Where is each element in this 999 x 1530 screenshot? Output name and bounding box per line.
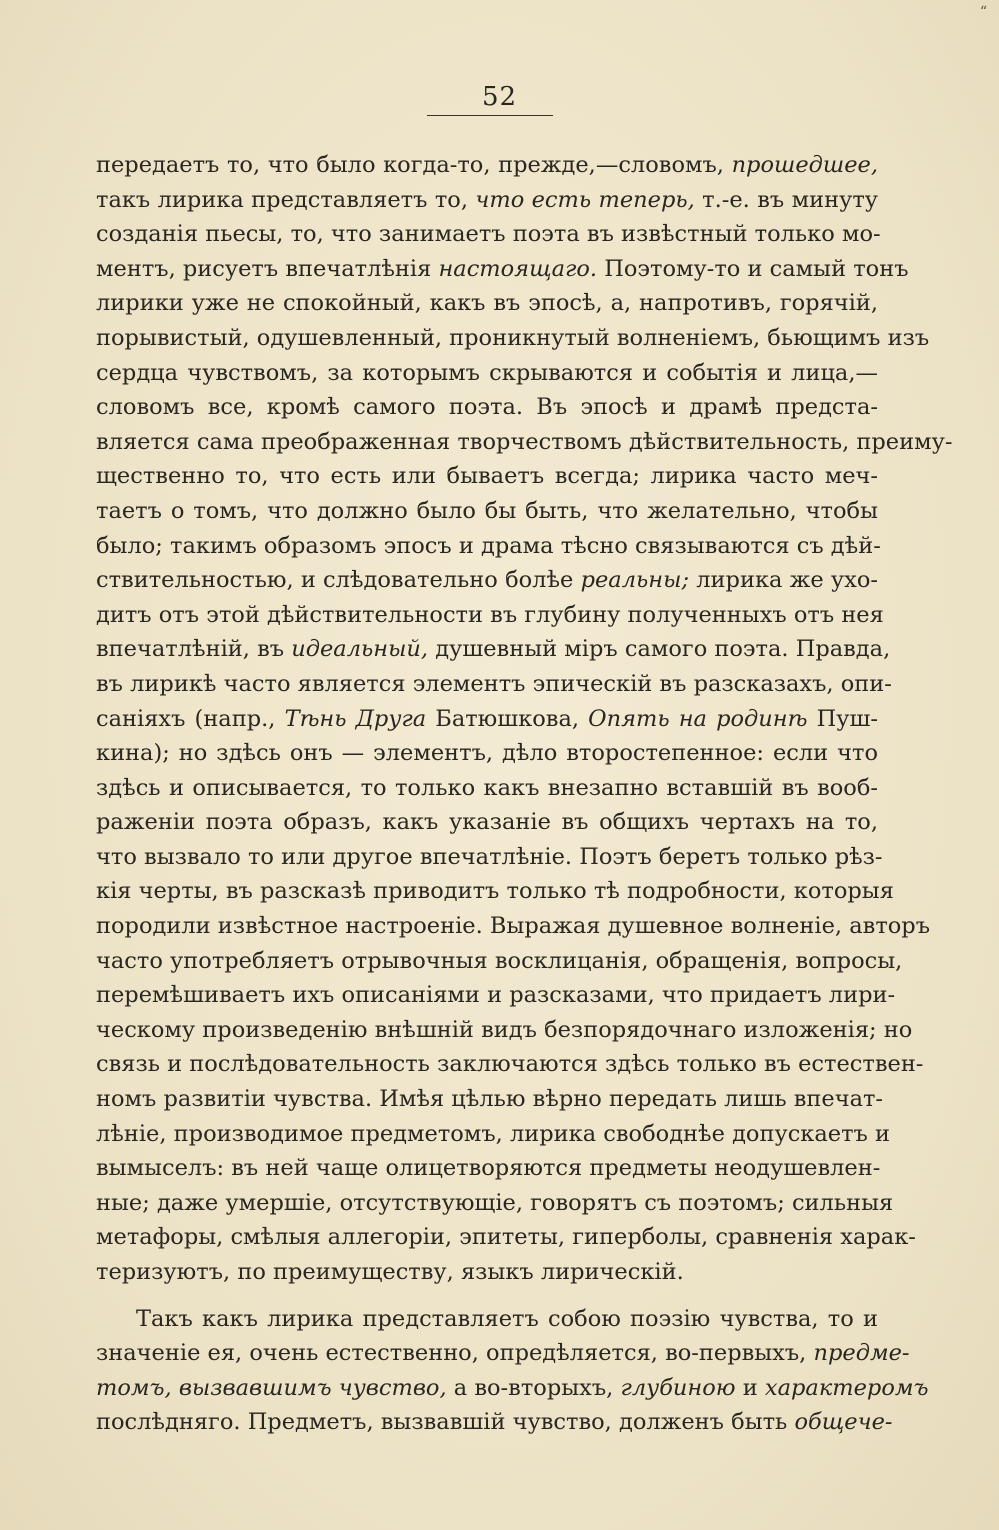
text-segment: ствительностью, и слѣдовательно болѣе [96,567,581,594]
text-segment: а во-вторыхъ, [446,1374,621,1401]
text-line [96,840,883,875]
text-line [96,667,892,702]
text-segment: въ лирикѣ часто является элементъ эпическій въ разсказахъ, опи- [96,670,892,697]
text-line [96,183,878,218]
text-line [96,978,896,1013]
text-line [96,459,878,494]
text-segment: дитъ отъ этой дѣйствительности въ глубину полученныхъ отъ нея [96,601,884,628]
italic-text: что есть теперь, [475,186,695,213]
text-segment: такъ лирика представляетъ то, [96,186,476,213]
text-segment: т.-е. въ минуту [694,186,879,213]
italic-text: идеальный, [291,636,429,663]
text-line [96,1117,891,1152]
text-segment: лирики уже не спокойный, какъ въ эпосѣ, а, напротивъ, горячій, [96,290,878,317]
page-number: 52 [481,82,518,112]
text-line [96,1371,929,1406]
text-segment: лирика же ухо- [689,567,878,594]
text-line [96,909,931,944]
text-segment: словомъ все, кромѣ самого поэта. Въ эпосѣ и драмѣ предста- [96,394,878,421]
text-line [96,1255,878,1290]
text-line [96,425,953,460]
text-segment: было; такимъ образомъ эпосъ и драма тѣсно связываются съ дѣй- [96,532,881,559]
text-segment: саніяхъ (напр., [96,705,285,732]
text-segment: вляется сама преображенная творчествомъ дѣйствительность, преиму- [96,428,953,455]
text-segment: созданія пьесы, то, что занимаетъ поэта въ извѣстный только мо- [96,221,881,248]
text-line [96,1186,894,1221]
text-segment: щественно то, что есть или бываетъ всегда; лирика часто меч- [96,463,878,490]
text-line [96,494,878,529]
text-segment: таетъ о томъ, что должно было бы быть, что желательно, чтобы [96,497,878,524]
paragraph [96,148,953,1290]
text-segment: порывистый, одушевленный, проникнутый волненіемъ, бьющимъ изъ [96,324,930,351]
text-segment: кія черты, въ разсказѣ приводитъ только тѣ подробности, которыя [96,878,894,905]
text-line [96,805,878,840]
text-line [96,356,878,391]
italic-text: глубиною [620,1374,736,1401]
text-line [96,1302,878,1337]
body-text [96,148,953,1440]
text-line [96,1047,924,1082]
text-segment: кина); но здѣсь онъ — элементъ, дѣло второстепенное: если что [96,740,878,767]
text-segment: теризуютъ, по преимуществу, языкъ лирическій. [96,1259,684,1285]
text-line [96,874,894,909]
text-segment: Поэтому-то и самый тонъ [597,255,909,282]
text-segment: ные; даже умершіе, отсутствующіе, говорятъ съ поэтомъ; сильныя [96,1189,894,1216]
text-line [96,1151,881,1186]
text-segment: душевный міръ самого поэта. Правда, [428,636,891,663]
italic-text: настоящаго. [438,255,598,282]
text-segment: ческому произведенію внѣшній видъ безпорядочнаго изложенія; но [96,1016,913,1043]
text-segment: и [735,1374,765,1401]
text-line [96,148,878,183]
text-segment: значеніе ея, очень естественно, опредѣляется, во-первыхъ, [96,1340,814,1367]
text-line [96,286,878,321]
text-segment: передаетъ то, что было когда-то, прежде,—словомъ, [96,152,732,178]
text-segment: Такъ какъ лирика представляетъ собою поэзію чувства, то и [136,1305,878,1332]
text-line [96,702,878,737]
text-segment: послѣдняго. Предметъ, вызвавшій чувство, долженъ быть [96,1409,795,1436]
text-line [96,771,878,806]
italic-text: характеромъ [764,1374,929,1401]
text-segment: лѣніе, производимое предметомъ, лирика свободнѣе допускаетъ и [96,1120,891,1147]
corner-mark: “ [979,4,987,20]
text-line [96,736,878,771]
italic-text: томъ, вызвавшимъ чувство, [96,1374,447,1401]
text-line [96,252,909,287]
text-segment: Батюшкова, [426,705,589,732]
text-segment: метафоры, смѣлыя аллегоріи, эпитеты, гиперболы, сравненія харак- [96,1224,916,1251]
text-segment: сердца чувствомъ, за которымъ скрываются и событія и лица,— [96,359,878,386]
text-line [96,529,881,564]
text-line [96,217,881,252]
italic-text: Тѣнь Друга [284,705,427,732]
italic-text: прошедшее, [731,152,878,178]
text-segment: раженіи поэта образъ, какъ указаніе въ общихъ чертахъ на то, [96,809,878,836]
paragraph [96,1302,929,1440]
text-segment: перемѣшиваетъ ихъ описаніями и разсказами, что придаетъ лири- [96,982,896,1009]
text-line [96,944,903,979]
text-segment: что вызвало то или другое впечатлѣніе. Поэтъ беретъ только рѣз- [96,843,883,870]
text-segment: Пуш- [807,705,878,732]
text-segment: часто употребляетъ отрывочныя восклицанія, обращенія, вопросы, [96,947,903,974]
text-segment: здѣсь и описывается, то только какъ внезапно вставшій въ вооб- [96,774,878,801]
header-rule [427,115,553,116]
text-line [96,1220,916,1255]
text-segment: вымыселъ: въ ней чаще олицетворяются предметы неодушевлен- [96,1155,881,1182]
text-segment: связь и послѣдовательность заключаются здѣсь только въ естествен- [96,1051,924,1078]
text-segment: номъ развитіи чувства. Имѣя цѣлью вѣрно передать лишь впечат- [96,1086,884,1113]
text-segment: впечатлѣній, въ [96,636,292,663]
text-line [96,1082,884,1117]
text-segment: ментъ, рисуетъ впечатлѣнія [96,255,439,282]
text-line [96,321,930,356]
italic-text: реальны; [580,567,690,594]
text-line [96,563,878,598]
paragraph-gap [96,1290,878,1302]
text-line [96,632,891,667]
text-line [96,1405,893,1440]
text-line [96,1013,913,1048]
text-line [96,1336,910,1371]
italic-text: общече- [794,1409,893,1436]
text-segment: породили извѣстное настроеніе. Выражая душевное волненіе, авторъ [96,913,931,940]
italic-text: Опять на родинѣ [588,705,808,732]
italic-text: предме- [813,1340,910,1367]
text-line [96,390,878,425]
text-line [96,598,884,633]
